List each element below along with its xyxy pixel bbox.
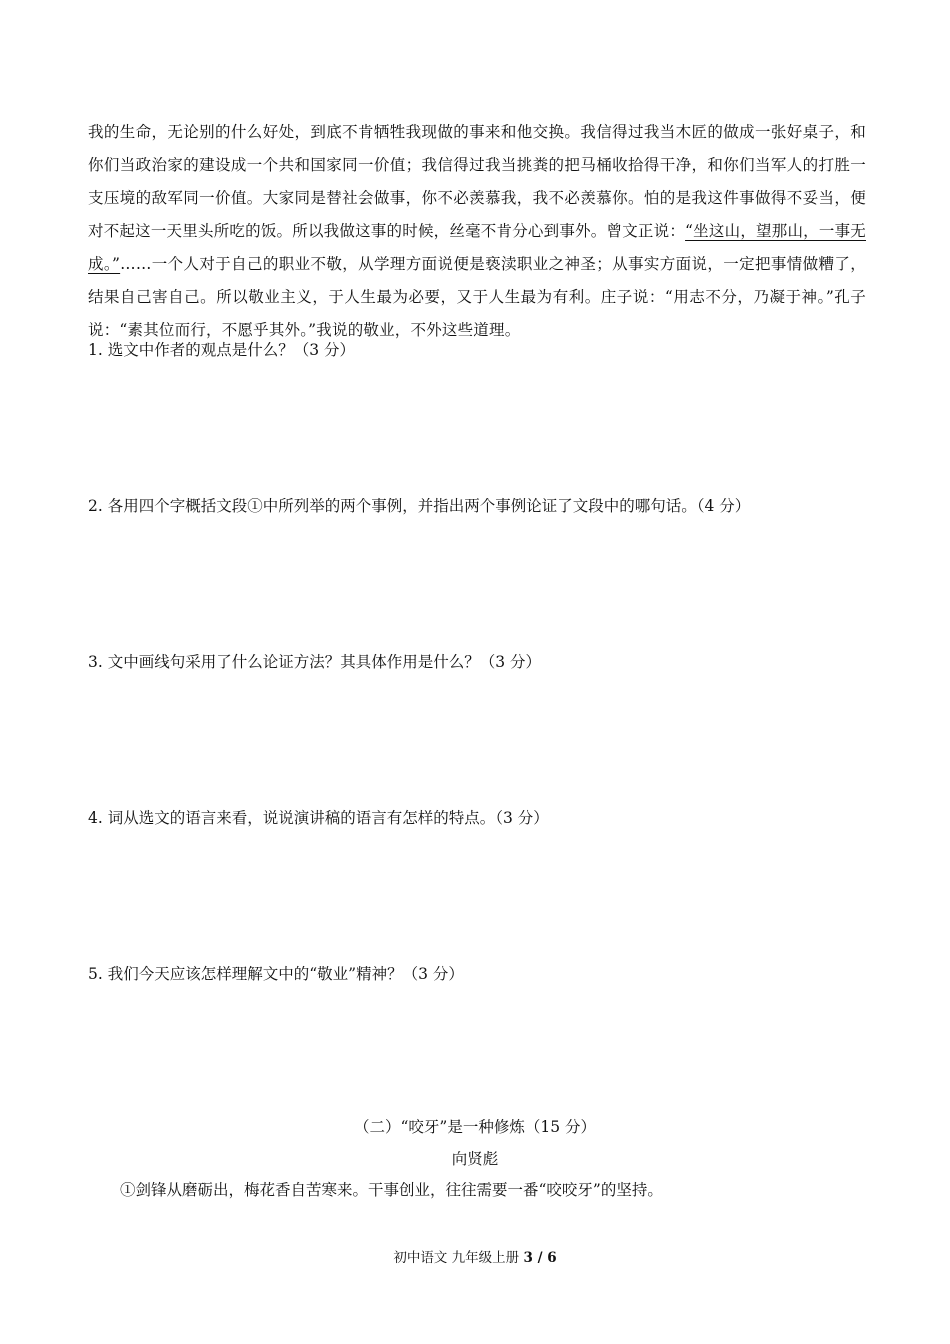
page-footer <box>0 1248 950 1268</box>
underlined-sentence: “坐这山，望那山，一事无成。” <box>88 222 866 273</box>
section-2-title: （二）“咬牙”是一种修炼（15 分） <box>354 1118 596 1136</box>
question-4: 4. 词从选文的语言来看，说说演讲稿的语言有怎样的特点。（3 分） <box>88 809 549 827</box>
passage-paragraph <box>88 116 866 347</box>
section-2-author: 向贤彪 <box>451 1150 499 1168</box>
question-1: 1. 选文中作者的观点是什么？（3 分） <box>88 341 356 359</box>
question-2: 2. 各用四个字概括文段①中所列举的两个事例，并指出两个事例论证了文段中的哪句话。（4 分） <box>88 497 751 515</box>
question-3: 3. 文中画线句采用了什么论证方法？其具体作用是什么？（3 分） <box>88 653 542 671</box>
question-5: 5. 我们今天应该怎样理解文中的“敬业”精神？（3 分） <box>88 965 464 983</box>
passage-text-part-1: 我的生命，无论别的什么好处，到底不肯牺牲我现做的事来和他交换。我信得过我当木匠的做成一张好桌子，和你们当政治家的建设成一个共和国家同一价值；我信得过我当挑粪的把马桶收拾得干净，和你们当军人的打胜一支压境的敌军同一价值。大家同是替社会做事，你不必羡慕我，我不必羡慕你。怕的是我这件事做得不妥当，便对不起这一天里头所吃的饭。所以我做这事的时候，丝毫不肯分心到事外。曾文正说： <box>88 123 866 240</box>
page-number: 3 / 6 <box>523 1250 557 1266</box>
passage-text-part-2: ……一个人对于自己的职业不敬，从学理方面说便是亵渎职业之神圣；从事实方面说，一定把事情做糟了，结果自己害自己。所以敬业主义，于人生最为必要，又于人生最为有利。庄子说：“用志不分，乃凝于神。”孔子说：“素其位而行，不愿乎其外。”我说的敬业，不外这些道理。 <box>88 255 867 339</box>
footer-label: 初中语文 九年级上册 <box>393 1250 524 1266</box>
section-2-first-paragraph: ①剑锋从磨砺出，梅花香自苦寒来。干事创业，往往需要一番“咬咬牙”的坚持。 <box>120 1181 663 1199</box>
reading-passage <box>88 116 866 347</box>
